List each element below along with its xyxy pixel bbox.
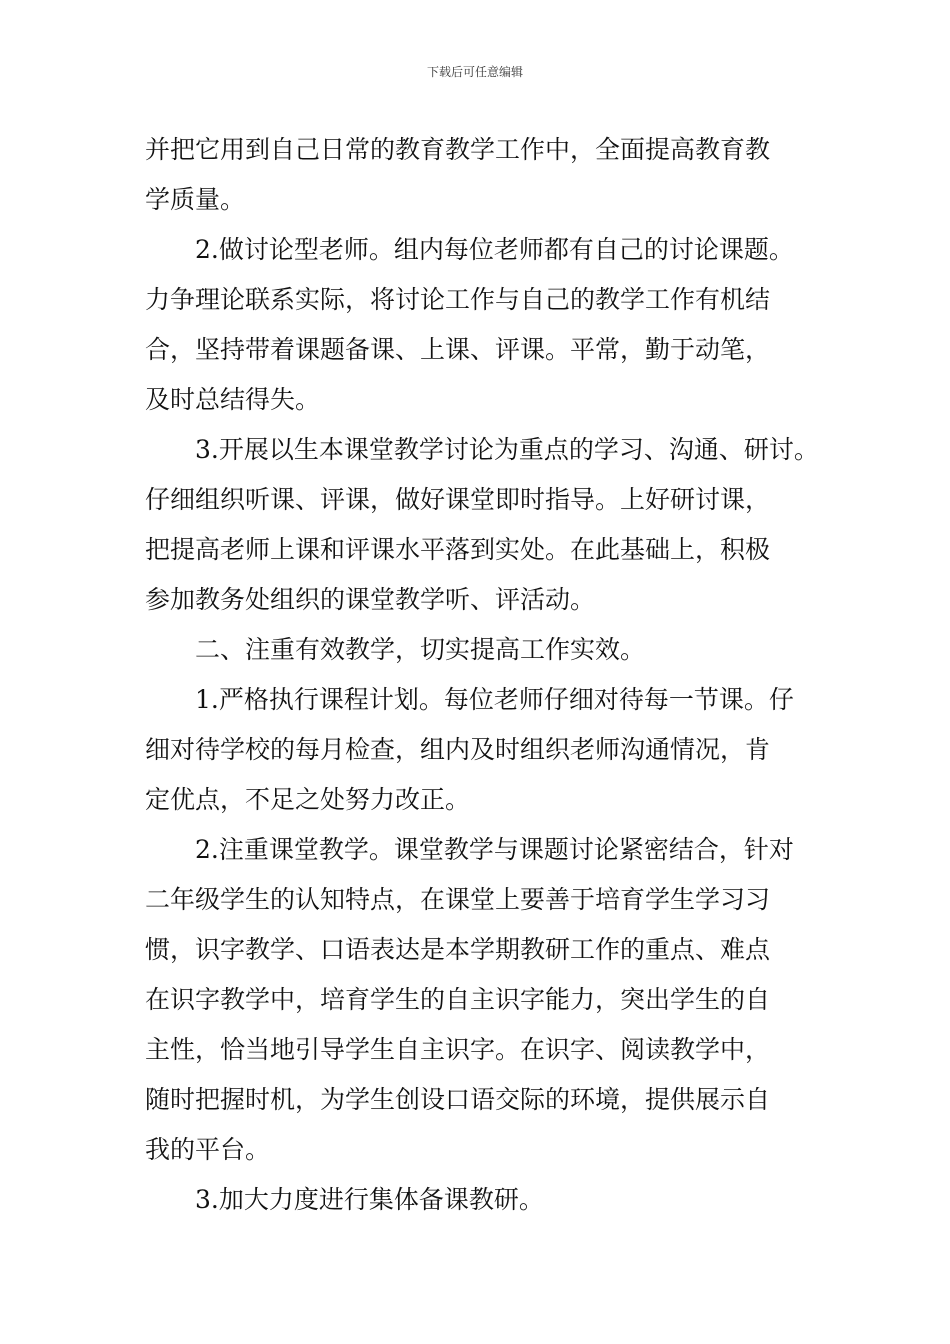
page-header: 下载后可任意编辑: [426, 65, 523, 79]
text-line: 惯，识字教学、口语表达是本学期教研工作的重点、难点: [145, 935, 771, 964]
text-line: 2.注重课堂教学。课堂教学与课题讨论紧密结合，针对: [195, 835, 794, 864]
text-line: 仔细组织听课、评课，做好课堂即时指导。上好研讨课，: [145, 485, 771, 514]
text-line: 1.严格执行课程计划。每位老师仔细对待每一节课。仔: [195, 685, 794, 714]
text-line: 定优点，不足之处努力改正。: [145, 785, 471, 814]
text-line: 及时总结得失。: [145, 385, 321, 414]
text-line: 合，坚持带着课题备课、上课、评课。平常，勤于动笔，: [145, 335, 771, 364]
text-line: 主性，恰当地引导学生自主识字。在识字、阅读教学中，: [145, 1035, 771, 1064]
text-line: 3.开展以生本课堂教学讨论为重点的学习、沟通、研讨。: [195, 435, 819, 464]
text-line: 在识字教学中，培育学生的自主识字能力，突出学生的自: [145, 985, 771, 1014]
text-line: 细对待学校的每月检查，组内及时组织老师沟通情况，肯: [145, 735, 771, 764]
text-line: 2.做讨论型老师。组内每位老师都有自己的讨论课题。: [195, 235, 794, 264]
document-body: [145, 125, 825, 1225]
text-line: 力争理论联系实际，将讨论工作与自己的教学工作有机结: [145, 285, 771, 314]
text-line: 参加教务处组织的课堂教学听、评活动。: [145, 585, 596, 614]
text-line: 3.加大力度进行集体备课教研。: [195, 1185, 544, 1214]
section-heading: 二、注重有效教学，切实提高工作实效。: [195, 635, 646, 664]
text-line: 学质量。: [145, 185, 246, 214]
text-line: 二年级学生的认知特点，在课堂上要善于培育学生学习习: [145, 885, 771, 914]
text-line: 我的平台。: [145, 1135, 271, 1164]
text-line: 把提高老师上课和评课水平落到实处。在此基础上，积极: [145, 535, 771, 564]
text-line: 随时把握时机，为学生创设口语交际的环境，提供展示自: [145, 1085, 771, 1114]
text-line: 并把它用到自己日常的教育教学工作中，全面提高教育教: [145, 135, 771, 164]
